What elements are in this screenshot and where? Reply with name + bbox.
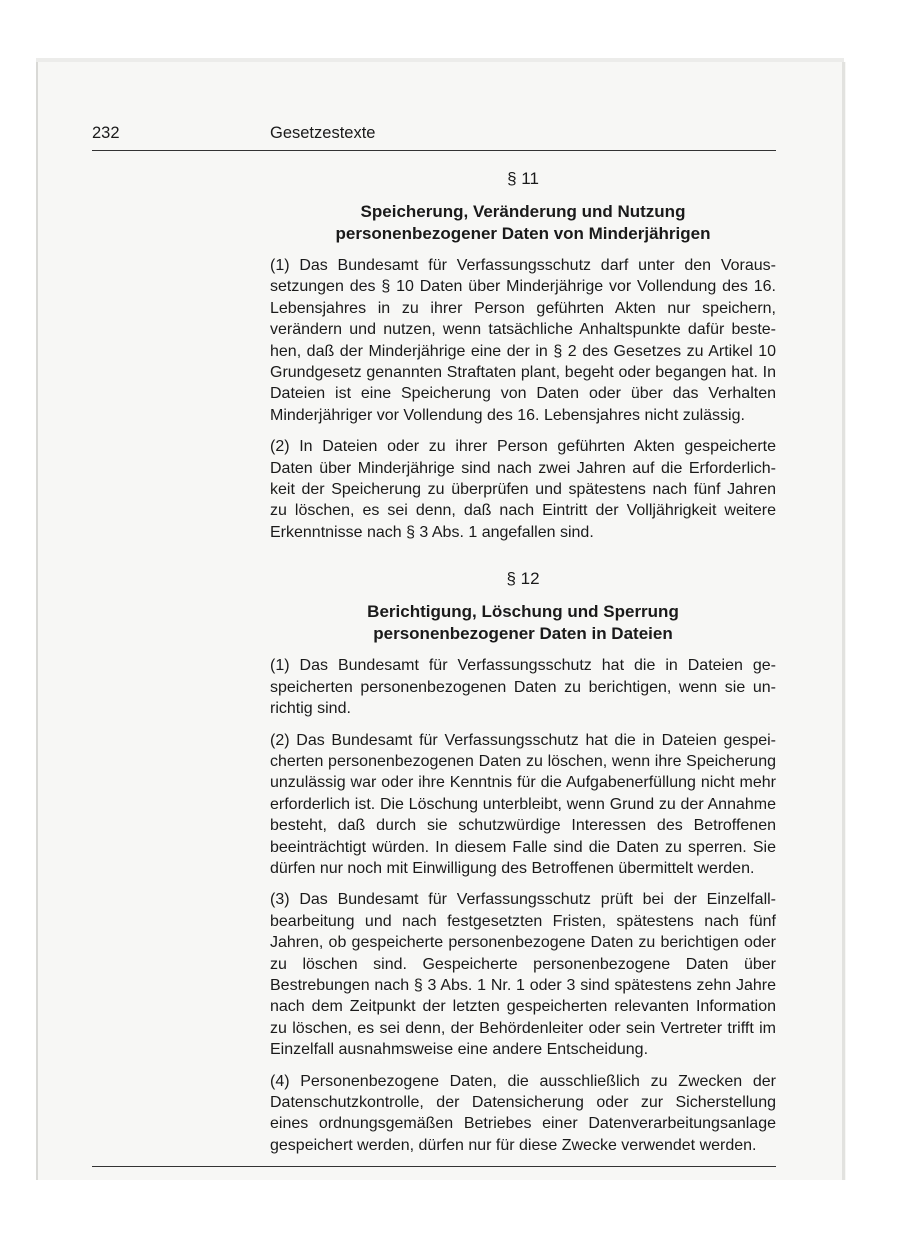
section-11 bbox=[270, 167, 776, 543]
paragraph: (4) Personenbezogene Daten, die ausschließlich zu Zwecken der Datenschutzkontrolle, der Datensicherung oder zur Sicherstellung eines ordnungsgemäßen Betriebes einer Datenverarbeitungsanlage gespeichert werden, dürfen nur für diese Zwecke verwendet werden. bbox=[270, 1072, 776, 1154]
running-head bbox=[92, 118, 776, 150]
paragraph: (2) In Dateien oder zu ihrer Person geführten Akten gespeicherte Daten über Minderjährige sind nach zwei Jahren auf die Erforderlichkeit der Speicherung zu überprüfen und spätestens nach fünf Jahren zu löschen, es sei denn, daß nach Eintritt der Volljährigkeit weitere Erkenntnisse nach § 3 Abs. 1 angefallen sind. bbox=[270, 438, 776, 541]
paragraph: (1) Das Bundesamt für Verfassungsschutz darf unter den Voraussetzungen des § 10 Daten über Minderjährige vor Vollendung des 16. Lebensjahres in zu ihrer Person geführten Akten nur speichern, verändern und nutzen, wenn tatsächliche Anhaltspunkte dafür bestehen, daß der Minderjährige eine der in § 2 des Gesetzes zu Artikel 10 Grundgesetz genannten Straftaten plant, begeht oder begangen hat. In Dateien ist eine Speicherung von Daten oder über das Verhalten Minderjähriger vor Vollendung des 16. Lebensjahres nicht zulässig. bbox=[270, 257, 776, 424]
section-heading bbox=[270, 601, 776, 645]
page-content bbox=[92, 118, 776, 1167]
scan-edge-right bbox=[842, 62, 845, 1180]
section-heading-line: Berichtigung, Löschung und Sperrung bbox=[367, 602, 679, 622]
paragraph: (3) Das Bundesamt für Verfassungsschutz prüft bei der Einzelfallbearbeitung und nach festgesetzten Fristen, spätestens nach fünf Jahren, ob gespeicherte personenbezogene Daten zu berichtigen oder zu löschen sind. Gespeicherte personenbezogene Daten über Bestrebungen nach § 3 Abs. 1 Nr. 1 oder 3 sind spätestens zehn Jahre nach dem Zeitpunkt der letzten gespeicherten relevanten Information zu löschen, es sei denn, der Behördenleiter oder sein Vertreter trifft im Einzelfall ausnahmsweise eine andere Entscheidung. bbox=[270, 891, 776, 1059]
page-number: 232 bbox=[92, 124, 120, 142]
section-heading-line: personenbezogener Daten in Dateien bbox=[373, 624, 673, 644]
text-column bbox=[270, 167, 776, 1156]
section-number: § 11 bbox=[507, 169, 539, 188]
section-number: § 12 bbox=[506, 569, 540, 589]
paragraph: (1) Das Bundesamt für Verfassungsschutz hat die in Dateien gespeicherten personenbezogenen Daten zu berichtigen, wenn sie unrichtig sind. bbox=[270, 657, 776, 718]
header-rule bbox=[92, 150, 776, 151]
section-heading bbox=[270, 201, 776, 245]
footer-rule bbox=[92, 1166, 776, 1167]
section-heading-line: personenbezogener Daten von Minderjährigen bbox=[335, 224, 711, 243]
paragraph: (2) Das Bundesamt für Verfassungsschutz hat die in Dateien gespeicherten personenbezogenen Daten zu löschen, wenn ihre Speicherung unzulässig war oder ihre Kenntnis für die Aufgabenerfüllung nicht mehr erforderlich ist. Die Löschung unterbleibt, wenn Grund zu der Annahme besteht, daß durch sie schutzwürdige Interessen des Betroffenen beeinträchtigt würden. In diesem Falle sind die Daten zu sperren. Sie dürfen nur noch mit Einwilligung des Betroffenen übermittelt werden. bbox=[270, 731, 776, 877]
section-heading-line: Speicherung, Veränderung und Nutzung bbox=[360, 202, 686, 221]
running-title: Gesetzestexte bbox=[270, 124, 376, 142]
section-12 bbox=[270, 567, 776, 1156]
